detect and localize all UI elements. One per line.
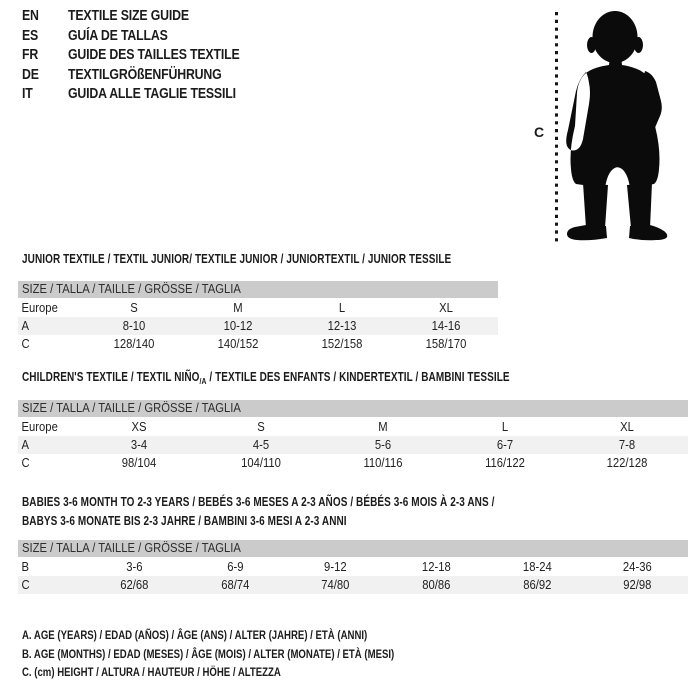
size-cell: 110/116: [363, 455, 403, 470]
language-list: [22, 7, 270, 105]
size-cell: L: [501, 419, 509, 434]
row-label: B: [21, 559, 30, 574]
size-cell: S: [130, 300, 138, 315]
size-cell: 12-18: [421, 559, 451, 574]
size-cell: 9-12: [324, 559, 347, 574]
measure-label-c: C: [534, 124, 545, 140]
toddler-head: [593, 11, 638, 63]
row-label: A: [21, 437, 30, 452]
table-row-europe: [18, 418, 688, 436]
junior-size-table: [18, 281, 498, 353]
size-cell: 3-6: [126, 559, 143, 574]
babies-section-title: [22, 493, 494, 531]
table-row-europe: [18, 299, 498, 317]
size-cell: 128/140: [113, 336, 155, 351]
size-header-band: [18, 281, 498, 298]
size-cell: 24-36: [623, 559, 653, 574]
table-row-c: [18, 335, 498, 353]
language-code-text: DE: [22, 66, 39, 83]
language-title: TEXTILGRÖßENFÜHRUNG: [68, 66, 222, 83]
language-row: [22, 46, 270, 66]
table-row-b: [18, 558, 688, 576]
size-cell: 62/68: [120, 577, 149, 592]
babies-title-line2: BABYS 3-6 MONATE BIS 2-3 JAHRE / BAMBINI 3-6 MESI A 2-3 ANNI: [22, 514, 347, 528]
language-title: GUIDE DES TAILLES TEXTILE: [68, 47, 240, 63]
toddler-silhouette: [566, 11, 667, 240]
size-cell: 140/152: [217, 336, 259, 351]
size-header-text: SIZE / TALLA / TAILLE / GRÖSSE / TAGLIA: [22, 541, 241, 555]
language-code-text: EN: [22, 8, 39, 24]
language-code: [22, 7, 68, 27]
size-cell: 98/104: [121, 455, 157, 470]
size-cell: 158/170: [425, 336, 467, 351]
babies-title-line1: BABIES 3-6 MONTH TO 2-3 YEARS / BEBÉS 3-6 MESES A 2-3 AÑOS / BÉBÉS 3-6 MOIS À 2-3 ANS /: [22, 495, 495, 509]
note-line-a: A. AGE (YEARS) / EDAD (AÑOS) / ÂGE (ANS) / ALTER (JAHRE) / ETÀ (ANNI): [22, 628, 368, 642]
size-header-text: SIZE / TALLA / TAILLE / GRÖSSE / TAGLIA: [22, 401, 241, 415]
size-cell: 5-6: [374, 437, 392, 452]
language-code-text: FR: [22, 47, 39, 63]
size-cell: 92/98: [623, 577, 652, 592]
size-cell: 10-12: [223, 318, 253, 333]
size-cell: 122/128: [606, 455, 648, 470]
table-row-c: [18, 576, 688, 594]
row-label: A: [21, 318, 30, 333]
table-row-a: [18, 317, 498, 335]
size-cell: 18-24: [522, 559, 552, 574]
row-label: C: [21, 336, 30, 351]
row-label: Europe: [21, 419, 58, 434]
toddler-body: [566, 56, 667, 240]
language-code: [22, 85, 68, 105]
babies-size-table: [18, 540, 688, 594]
size-cell: 7-8: [618, 437, 636, 452]
size-cell: XL: [620, 419, 634, 434]
language-title: TEXTILE SIZE GUIDE: [68, 8, 189, 24]
size-header-text: SIZE / TALLA / TAILLE / GRÖSSE / TAGLIA: [22, 282, 241, 296]
note-line-c: C. (cm) HEIGHT / ALTURA / HAUTEUR / HÖHE / ALTEZZA: [22, 665, 281, 679]
language-code: [22, 46, 68, 66]
size-header-band: [18, 540, 688, 557]
children-title-pre: CHILDREN'S TEXTILE / TEXTIL NIÑO: [22, 370, 200, 384]
children-title-sub: /A: [199, 375, 207, 386]
size-cell: XS: [131, 419, 147, 434]
table-row-a: [18, 436, 688, 454]
size-cell: 80/86: [422, 577, 451, 592]
size-cell: 74/80: [321, 577, 350, 592]
size-cell: 68/74: [220, 577, 250, 592]
language-code: [22, 66, 68, 86]
language-row: [22, 66, 270, 86]
size-cell: 4-5: [252, 437, 270, 452]
note-line-b: B. AGE (MONTHS) / EDAD (MESES) / ÂGE (MOIS) / ALTER (MONATE) / ETÀ (MESI): [22, 646, 395, 661]
language-code-text: ES: [22, 27, 39, 44]
size-header-band: [18, 400, 688, 417]
size-cell: 6-9: [226, 559, 244, 574]
size-cell: 116/122: [485, 455, 525, 470]
notes-list: [22, 626, 394, 682]
size-cell: 8-10: [122, 318, 146, 333]
size-cell: 152/158: [321, 336, 363, 351]
toddler-ear-right: [634, 37, 643, 53]
language-row: [22, 85, 270, 105]
size-cell: L: [338, 300, 346, 315]
children-section-title: [22, 368, 510, 388]
language-row: [22, 27, 270, 47]
junior-section-title: JUNIOR TEXTILE / TEXTIL JUNIOR/ TEXTILE JUNIOR / JUNIORTEXTIL / JUNIOR TESSILE: [22, 252, 452, 266]
toddler-ear-left: [587, 37, 596, 53]
children-size-table: [18, 400, 688, 472]
row-label: C: [21, 455, 30, 470]
row-label: Europe: [21, 300, 58, 315]
size-cell: XL: [439, 300, 453, 315]
table-row-c: [18, 454, 688, 472]
size-cell: 12-13: [327, 318, 357, 333]
toddler-silhouette-svg: [520, 0, 700, 252]
language-title: GUIDA ALLE TAGLIE TESSILI: [68, 86, 236, 102]
size-cell: 14-16: [431, 318, 461, 333]
size-cell: 3-4: [130, 437, 148, 452]
language-row: [22, 7, 270, 27]
size-cell: 6-7: [496, 437, 514, 452]
language-title: GUÍA DE TALLAS: [68, 27, 168, 44]
row-label: C: [21, 577, 30, 592]
language-code: [22, 27, 68, 47]
size-cell: M: [233, 300, 243, 315]
size-cell: 86/92: [522, 577, 552, 592]
size-figure: [520, 0, 700, 252]
size-cell: S: [257, 419, 265, 434]
language-code-text: IT: [22, 86, 33, 102]
size-cell: 104/110: [241, 455, 281, 470]
children-title-post: / TEXTILE DES ENFANTS / KINDERTEXTIL / BAMBINI TESSILE: [206, 370, 510, 384]
size-cell: M: [378, 419, 388, 434]
